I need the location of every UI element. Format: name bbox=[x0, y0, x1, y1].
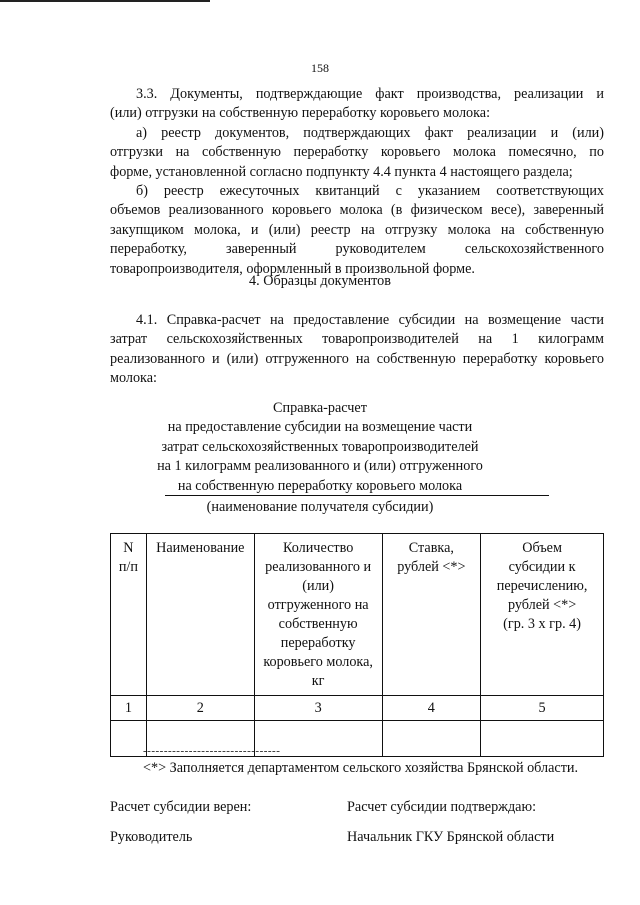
table-cell: 2 bbox=[146, 696, 254, 721]
table-cell: 1 bbox=[111, 696, 147, 721]
form-title-line: на собственную переработку коровьего молока bbox=[177, 477, 463, 494]
header-name: Наименование bbox=[156, 540, 245, 556]
form-title-line: на предоставление субсидии на возмещение части bbox=[167, 419, 473, 436]
table-header-cell bbox=[146, 534, 254, 696]
signature-left-role: Руководитель bbox=[110, 829, 193, 845]
recipient-caption: (наименование получателя субсидии) bbox=[206, 499, 434, 515]
table-cell: 5 bbox=[481, 696, 604, 721]
form-title-line: на 1 килограмм реализованного и (или) отгруженного bbox=[157, 458, 483, 475]
table-cell-empty bbox=[382, 721, 481, 757]
footnote-separator: --------------------------------- bbox=[143, 745, 281, 757]
table-row-column-numbers bbox=[111, 696, 604, 721]
table-header-cell bbox=[481, 534, 604, 696]
item-b-line: б) реестр ежесуточных квитанций с указанием соответствующих bbox=[136, 183, 604, 200]
signature-right-role: Начальник ГКУ Брянской области bbox=[347, 829, 555, 845]
section-3-3 bbox=[110, 85, 604, 279]
section-4-1-line: реализованного и (или) отгруженного на собственную переработку коровьего bbox=[110, 350, 604, 367]
header-quantity: Количество реализованного и (или) отгруженного на собственную переработку коровьего молока, кг bbox=[263, 540, 373, 689]
form-title-line: Справка-расчет bbox=[273, 400, 367, 416]
item-b-line: объемов реализованного коровьего молока (в физическом весе), заверенный bbox=[110, 202, 604, 219]
section-3-3-line: (или) отгрузки на собственную переработку коровьего молока: bbox=[110, 105, 491, 122]
table-header-cell bbox=[254, 534, 382, 696]
item-b-line: закупщиком молока, и (или) реестр на отгрузку молока на собственную bbox=[110, 221, 604, 238]
subsidy-table bbox=[110, 533, 604, 757]
item-a-line: а) реестр документов, подтверждающих факт реализации и (или) bbox=[136, 124, 604, 141]
table-header-cell bbox=[111, 534, 147, 696]
item-b-line: переработку, заверенный руководителем сельскохозяйственного bbox=[110, 241, 604, 258]
section-3-3-line: 3.3. Документы, подтверждающие факт производства, реализации и bbox=[136, 86, 604, 102]
footnote: <*> Заполняется департаментом сельского хозяйства Брянской области. bbox=[143, 760, 579, 776]
header-amount: Объем субсидии к перечислению, рублей <*> (гр. 3 х гр. 4) bbox=[496, 540, 588, 632]
item-b-line: товаропроизводителя, оформленный в произвольной форме. bbox=[110, 260, 475, 277]
signature-right-label: Расчет субсидии подтверждаю: bbox=[347, 799, 537, 815]
section-4-1-line: 4.1. Справка-расчет на предоставление субсидии на возмещение части bbox=[136, 312, 604, 328]
form-title-line: затрат сельскохозяйственных товаропроизводителей bbox=[161, 438, 479, 455]
table-header-cell bbox=[382, 534, 481, 696]
section-4-1-line: молока: bbox=[110, 370, 157, 387]
header-number: N п/п bbox=[118, 540, 138, 575]
table-cell-empty bbox=[111, 721, 147, 757]
item-a-line: форме, установленной согласно подпункту 4.4 пункта 4 настоящего раздела; bbox=[110, 163, 573, 180]
page-number: 158 bbox=[311, 61, 329, 75]
section-4-heading: 4. Образцы документов bbox=[249, 273, 391, 289]
recipient-name-line bbox=[165, 495, 549, 496]
table-cell: 4 bbox=[382, 696, 481, 721]
header-rate: Ставка, рублей <*> bbox=[397, 540, 466, 575]
table-header-row bbox=[111, 534, 604, 696]
top-rule bbox=[0, 0, 210, 2]
section-4-1 bbox=[110, 311, 604, 389]
form-title bbox=[0, 399, 640, 496]
table-cell-empty bbox=[481, 721, 604, 757]
section-4-1-line: затрат сельскохозяйственных товаропроизводителей на 1 килограмм bbox=[110, 331, 604, 348]
table-cell: 3 bbox=[254, 696, 382, 721]
signature-left-label: Расчет субсидии верен: bbox=[110, 799, 252, 815]
item-a-line: отгрузки на собственную переработку коровьего молока помесячно, по bbox=[110, 144, 604, 161]
